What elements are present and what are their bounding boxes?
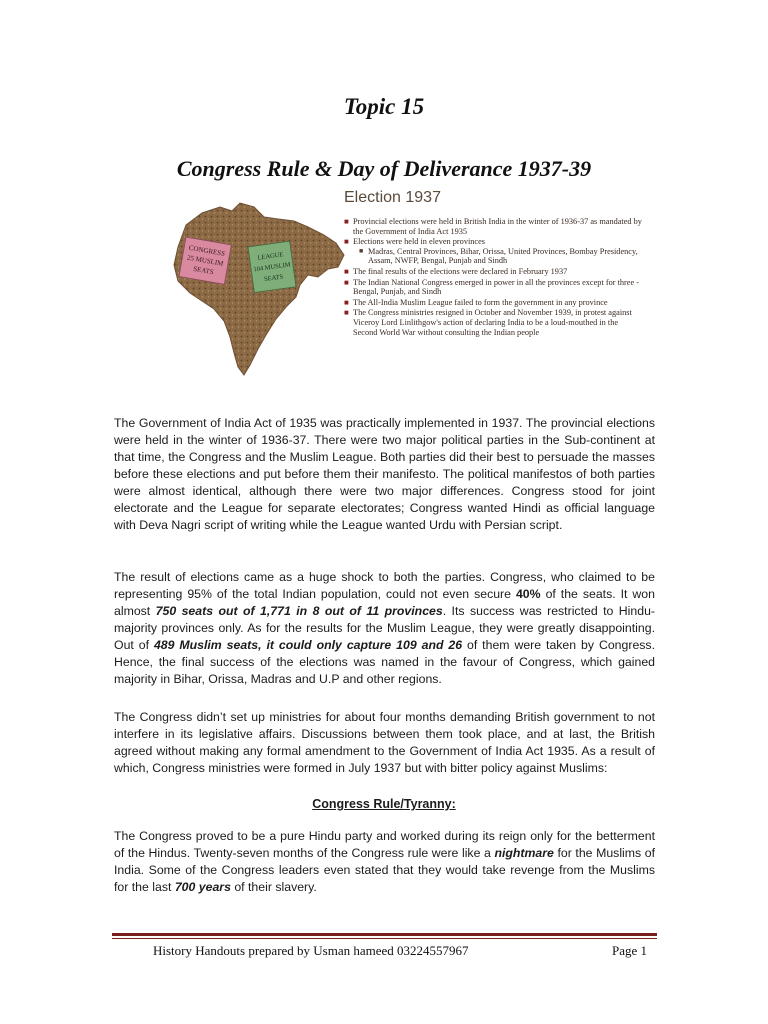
slide-bullet-text: The Indian National Congress emerged in power in all the provinces except for three - Bengal, Punjab, and Sindh [353, 277, 639, 297]
text-run: . Its success was restricted to Hindu-majority provinces only. As for the results for the Muslim League, they were greatly disappointing. Out of [114, 604, 656, 652]
bullet-icon: ■ [344, 266, 349, 276]
slide-bullet-text: The All-India Muslim League failed to form the government in any province [353, 297, 608, 307]
league-tag-line3: SEATS [263, 273, 284, 284]
emphasis-bold-italic: 750 seats out of 1,771 in 8 out of 11 provinces [155, 604, 443, 618]
text-run: The Congress proved to be a pure Hindu party and worked during its reign only for the betterment of the Hindus. Twenty-seven months of the Congress rule were like a [114, 829, 655, 860]
text-run: The result of elections came as a huge shock to both the parties. Congress, who claimed to be representing 95% of the total Indian population, could not even secure [114, 570, 655, 601]
slide-bullet-text: The Congress ministries resigned in October and November 1939, in protest against Viceroy Lord Linlithgow's action of declaring India to be a loud-mouthed in the Second World War without consulting the Indian people [353, 308, 632, 337]
slide-bullet-list [344, 217, 644, 338]
page-number: Page 1 [612, 943, 648, 958]
paragraph-congress-rule [114, 828, 655, 896]
emphasis-bold: 40% [515, 587, 541, 601]
election-figure [168, 189, 642, 385]
slide-sub-list [353, 247, 644, 266]
text-run: of them were taken by Congress. Hence, the final success of the elections was named in the favour of Congress, which gained majority in Bihar, Orissa, Madras and U.P and other regions. [114, 638, 655, 686]
slide-bullet [344, 267, 644, 277]
bullet-icon: ■ [344, 297, 349, 307]
congress-tag-line2: 25 MUSLIM [186, 253, 224, 268]
bullet-icon: ■ [344, 277, 349, 287]
section-heading: Congress Rule/Tyranny: [312, 797, 456, 811]
paragraph-ministries: The Congress didn’t set up ministries for about four months demanding British government to not interfere in its legislative affairs. Discussions between them took place, and at last, the British agreed without making any formal amendment to the Government of India Act 1935. As a result of which, Congress ministries were formed in July 1937 but with bitter policy against Muslims: [114, 710, 655, 775]
paragraph-act-1935: The Government of India Act of 1935 was practically implemented in 1937. The provincial elections were held in the winter of 1936-37. There were two major political parties in the Sub-continent at that time, the Congress and the Muslim League. Both parties did their best to persuade the masses before these elections and put before them their manifesto. The political manifestos of both parties were almost identical, although there were two major differences. Congress stood for joint electorate and the League for separate electorates; Congress wanted Hindi as official language with Deva Nagri script of writing while the League wanted Urdu with Persian script. [114, 416, 655, 532]
bullet-icon: ■ [344, 308, 349, 318]
slide-bullet-text: Elections were held in eleven provinces [353, 237, 486, 247]
emphasis-bold-italic: 489 Muslim seats, it could only capture 109 and 26 [153, 638, 463, 652]
india-map-image [168, 197, 348, 379]
slide-bullet-text: The final results of the elections were declared in February 1937 [353, 266, 568, 276]
slide-bullet [344, 237, 644, 266]
text-run: of their slavery. [230, 880, 317, 894]
slide-bullet-text: Provincial elections were held in British India in the winter of 1936-37 as mandated by the Government of India Act 1935 [353, 217, 642, 236]
congress-tag-line3: SEATS [192, 264, 215, 277]
slide-bullet [344, 278, 644, 297]
paragraph-election-results [114, 569, 655, 688]
text-run: for the Muslims of India. Some of the Congress leaders even stated that they would take revenge from the Muslims for the last [114, 846, 656, 894]
topic-heading: Topic 15 [343, 94, 425, 119]
congress-tag-line1: CONGRESS [188, 243, 226, 258]
slide-bullet [344, 308, 644, 337]
emphasis-bold-italic: 700 years [174, 880, 231, 894]
league-tag-line2: 104 MUSLIM [253, 261, 292, 274]
document-title: Congress Rule & Day of Deliverance 1937-39 [176, 156, 592, 181]
slide-title: Election 1937 [344, 189, 441, 206]
league-seats-tag [248, 241, 296, 292]
bullet-icon: ■ [344, 237, 349, 247]
congress-seats-tag [179, 237, 231, 284]
footer-credit: History Handouts prepared by Usman hameed 03224557967 [153, 943, 469, 958]
slide-bullet [344, 298, 644, 308]
text-run: of the seats. It won almost [114, 587, 655, 618]
slide-sub-bullet-text: Madras, Central Provinces, Bihar, Orissa, United Provinces, Bombay Presidency, Assam, NWFP, Bengal, Punjab and Sindh [368, 246, 638, 266]
footer-divider [112, 933, 657, 936]
slide-sub-bullet [359, 247, 644, 266]
emphasis-bold-italic: nightmare [494, 846, 554, 860]
sub-bullet-icon: ■ [359, 246, 364, 255]
league-tag-line1: LEAGUE [257, 251, 284, 262]
slide-bullet [344, 217, 644, 236]
footer-divider-thin [112, 938, 657, 939]
bullet-icon: ■ [344, 217, 349, 226]
